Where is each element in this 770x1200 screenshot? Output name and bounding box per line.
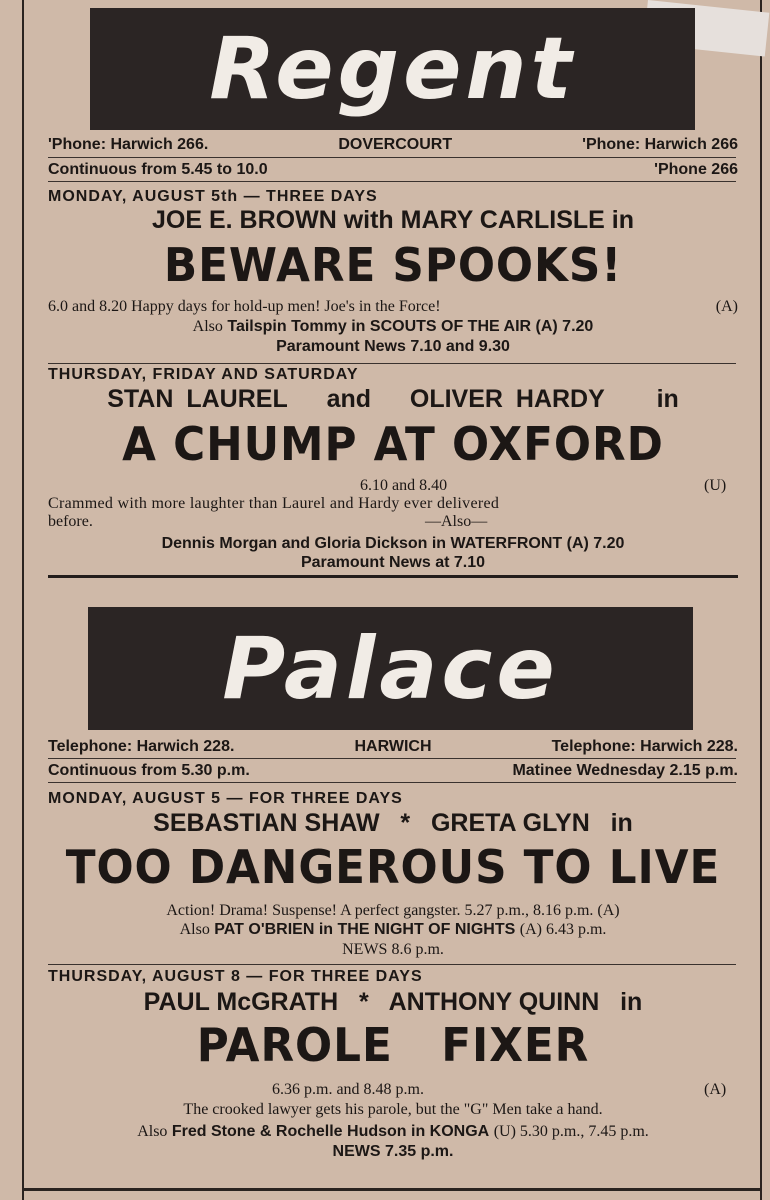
right-border: [760, 0, 762, 1200]
regent-prog2-also: —Also—: [425, 513, 488, 530]
palace-prog2-dates: THURSDAY, AUGUST 8 — FOR THREE DAYS: [48, 968, 423, 985]
palace-prog1-support: PAT O'BRIEN in THE NIGHT OF NIGHTS: [214, 921, 516, 938]
regent-phone-left: 'Phone: Harwich 266.: [48, 136, 209, 153]
regent-logo: Regent: [90, 8, 695, 130]
palace-phone-right: Telephone: Harwich 228.: [551, 738, 738, 755]
regent-prog1-news: Paramount News 7.10 and 9.30: [276, 338, 510, 355]
divider: [48, 782, 736, 783]
regent-prog2-news: Paramount News at 7.10: [300, 554, 486, 571]
palace-phone-left: Telephone: Harwich 228.: [48, 738, 235, 755]
regent-hours-row: [48, 161, 738, 179]
palace-prog2-blurb: The crooked lawyer gets his parole, but the "G" Men take a hand.: [183, 1101, 603, 1118]
palace-prog2-support: Fred Stone & Rochelle Hudson in KONGA: [171, 1123, 490, 1140]
palace-matinee: Matinee Wednesday 2.15 p.m.: [512, 762, 738, 779]
regent-prog2-title: A CHUMP AT OXFORD: [122, 417, 664, 471]
regent-prog2-times: 6.10 and 8.40: [360, 477, 448, 494]
palace-prog2-support-row: [48, 1123, 738, 1141]
bottom-border: [22, 1188, 762, 1191]
palace-prog1-support-prefix: Also: [179, 921, 210, 938]
regent-phone-right: 'Phone: Harwich 266: [582, 136, 738, 153]
palace-logo: Palace: [88, 607, 693, 730]
divider: [48, 181, 736, 182]
regent-phone-row: [48, 136, 738, 154]
palace-prog2-cert: (A): [704, 1081, 727, 1098]
divider: [48, 157, 736, 158]
palace-continuous: Continuous from 5.30 p.m.: [48, 762, 250, 779]
palace-town: HARWICH: [354, 738, 432, 755]
regent-continuous: Continuous from 5.45 to 10.0: [48, 161, 268, 178]
palace-phone-row: [48, 738, 738, 756]
regent-prog2-blurb-1: Crammed with more laughter than Laurel and Hardy ever delivered: [48, 495, 500, 512]
regent-prog1-support-prefix: Also: [192, 318, 223, 335]
regent-prog1-cert: (A): [715, 298, 738, 315]
divider: [48, 758, 736, 759]
left-border: [22, 0, 24, 1200]
regent-prog2-cast-in: in: [656, 385, 679, 413]
regent-prog2-support: Dennis Morgan and Gloria Dickson in WATERFRONT (A) 7.20: [161, 535, 625, 552]
regent-prog1-cast: JOE E. BROWN with MARY CARLISLE in: [152, 206, 634, 234]
regent-prog2-blurb-2: before.: [48, 513, 93, 530]
regent-prog2-dates: THURSDAY, FRIDAY AND SATURDAY: [48, 366, 359, 383]
section-divider: [48, 575, 738, 578]
regent-prog1-support-row: [48, 318, 738, 336]
palace-prog1-support-suffix: (A) 6.43 p.m.: [519, 921, 607, 938]
palace-hours-row: [48, 762, 738, 780]
regent-prog1-dates: MONDAY, AUGUST 5th — THREE DAYS: [48, 188, 378, 205]
divider: [48, 964, 736, 965]
regent-phone-short: 'Phone 266: [654, 161, 738, 178]
regent-prog2-cert: (U): [704, 477, 727, 494]
regent-prog1-title: BEWARE SPOOKS!: [163, 238, 623, 292]
regent-prog1-support: Tailspin Tommy in SCOUTS OF THE AIR (A) 7.20: [227, 318, 594, 335]
palace-prog2-news: NEWS 7.35 p.m.: [332, 1143, 454, 1160]
palace-prog2-support-prefix: Also: [137, 1123, 168, 1140]
regent-town: DOVERCOURT: [338, 136, 453, 153]
regent-prog1-times: 6.0 and 8.20 Happy days for hold-up men! Joe's in the Force!: [48, 298, 441, 315]
palace-prog1-support-row: [48, 921, 738, 939]
palace-prog1-dates: MONDAY, AUGUST 5 — FOR THREE DAYS: [48, 790, 403, 807]
palace-prog2-cast: PAUL McGRATH * ANTHONY QUINN in: [143, 988, 643, 1016]
regent-prog2-cast-row: [48, 385, 738, 414]
regent-prog2-cast-and: and: [326, 385, 372, 413]
regent-prog2-cast-a: STAN LAUREL: [107, 385, 288, 413]
palace-prog1-title: TOO DANGEROUS TO LIVE: [65, 840, 721, 894]
palace-prog2-title: PAROLE FIXER: [196, 1018, 590, 1072]
palace-prog1-news: NEWS 8.6 p.m.: [342, 941, 444, 958]
regent-prog2-cast-b: OLIVER HARDY: [409, 385, 605, 413]
palace-prog2-support-suffix: (U) 5.30 p.m., 7.45 p.m.: [493, 1123, 649, 1140]
regent-prog1-times-row: [48, 298, 738, 316]
palace-prog1-cast: SEBASTIAN SHAW * GRETA GLYN in: [153, 809, 633, 837]
palace-prog1-blurb: Action! Drama! Suspense! A perfect gangster. 5.27 p.m., 8.16 p.m. (A): [166, 902, 620, 919]
palace-prog2-times: 6.36 p.m. and 8.48 p.m.: [272, 1081, 424, 1098]
divider: [48, 363, 736, 364]
